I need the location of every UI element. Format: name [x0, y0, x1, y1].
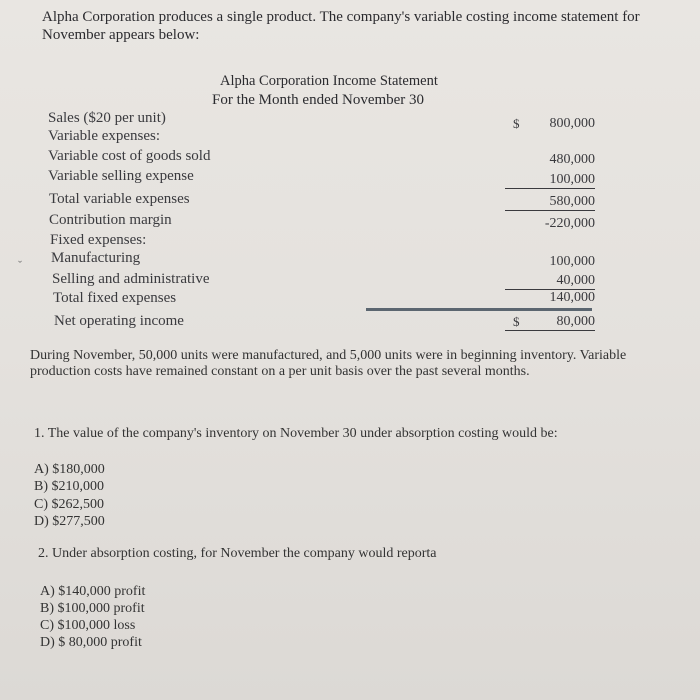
- row-label-selling-admin: Selling and administrative: [52, 271, 210, 287]
- row-label-total-fixed: Total fixed expenses: [53, 290, 177, 306]
- pen-mark-icon: ˇ: [18, 258, 22, 272]
- row-label-variable-cogs: Variable cost of goods sold: [48, 148, 211, 164]
- row-label-manufacturing: Manufacturing: [51, 250, 141, 266]
- intro-text: Alpha Corporation produces a single product. The company's variable costing income statement for November appears below:: [42, 9, 640, 43]
- scenario-paragraph: During November, 50,000 units were manufactured, and 5,000 units were in beginning inventory. Variable production costs have remained constant on a per unit basis over the past several months.: [30, 348, 627, 379]
- row-label-variable-selling: Variable selling expense: [48, 168, 194, 184]
- dollar-sign: $: [513, 116, 520, 131]
- total-rule: [366, 308, 592, 311]
- amount-net-operating-income: 80,000: [505, 314, 595, 331]
- amount-variable-selling: 100,000: [505, 172, 595, 189]
- question-1-option-c: C) $262,500: [34, 497, 104, 512]
- question-1-option-a: A) $180,000: [34, 462, 105, 477]
- row-label-variable-expenses: Variable expenses:: [48, 128, 161, 144]
- question-2-option-d: D) $ 80,000 profit: [40, 635, 142, 650]
- row-label-fixed-expenses: Fixed expenses:: [50, 232, 147, 248]
- question-2-option-a: A) $140,000 profit: [40, 584, 146, 599]
- amount-manufacturing: 100,000: [549, 254, 595, 269]
- question-2-option-c: C) $100,000 loss: [40, 618, 136, 633]
- row-label-contribution-margin: Contribution margin: [49, 212, 172, 228]
- question-2-option-b: B) $100,000 profit: [40, 601, 145, 616]
- dollar-sign: $: [513, 314, 520, 329]
- row-label-sales: Sales ($20 per unit): [48, 110, 166, 126]
- question-1-option-b: B) $210,000: [34, 479, 104, 494]
- question-1-text: 1. The value of the company's inventory on November 30 under absorption costing would be:: [34, 426, 558, 441]
- amount-selling-admin: 40,000: [505, 273, 595, 290]
- amount-total-fixed: 140,000: [549, 290, 595, 305]
- amount-total-variable: 580,000: [505, 194, 595, 211]
- amount-contribution-margin: -220,000: [544, 216, 595, 231]
- amount-sales: 800,000: [549, 116, 595, 131]
- statement-title: Alpha Corporation Income Statement: [220, 73, 438, 89]
- amount-variable-cogs: 480,000: [549, 152, 595, 167]
- question-1-option-d: D) $277,500: [34, 514, 105, 529]
- statement-subtitle: For the Month ended November 30: [212, 92, 425, 108]
- row-label-net-operating-income: Net operating income: [54, 313, 184, 329]
- question-2-text: 2. Under absorption costing, for November the company would reporta: [38, 546, 437, 561]
- row-label-total-variable: Total variable expenses: [49, 191, 190, 207]
